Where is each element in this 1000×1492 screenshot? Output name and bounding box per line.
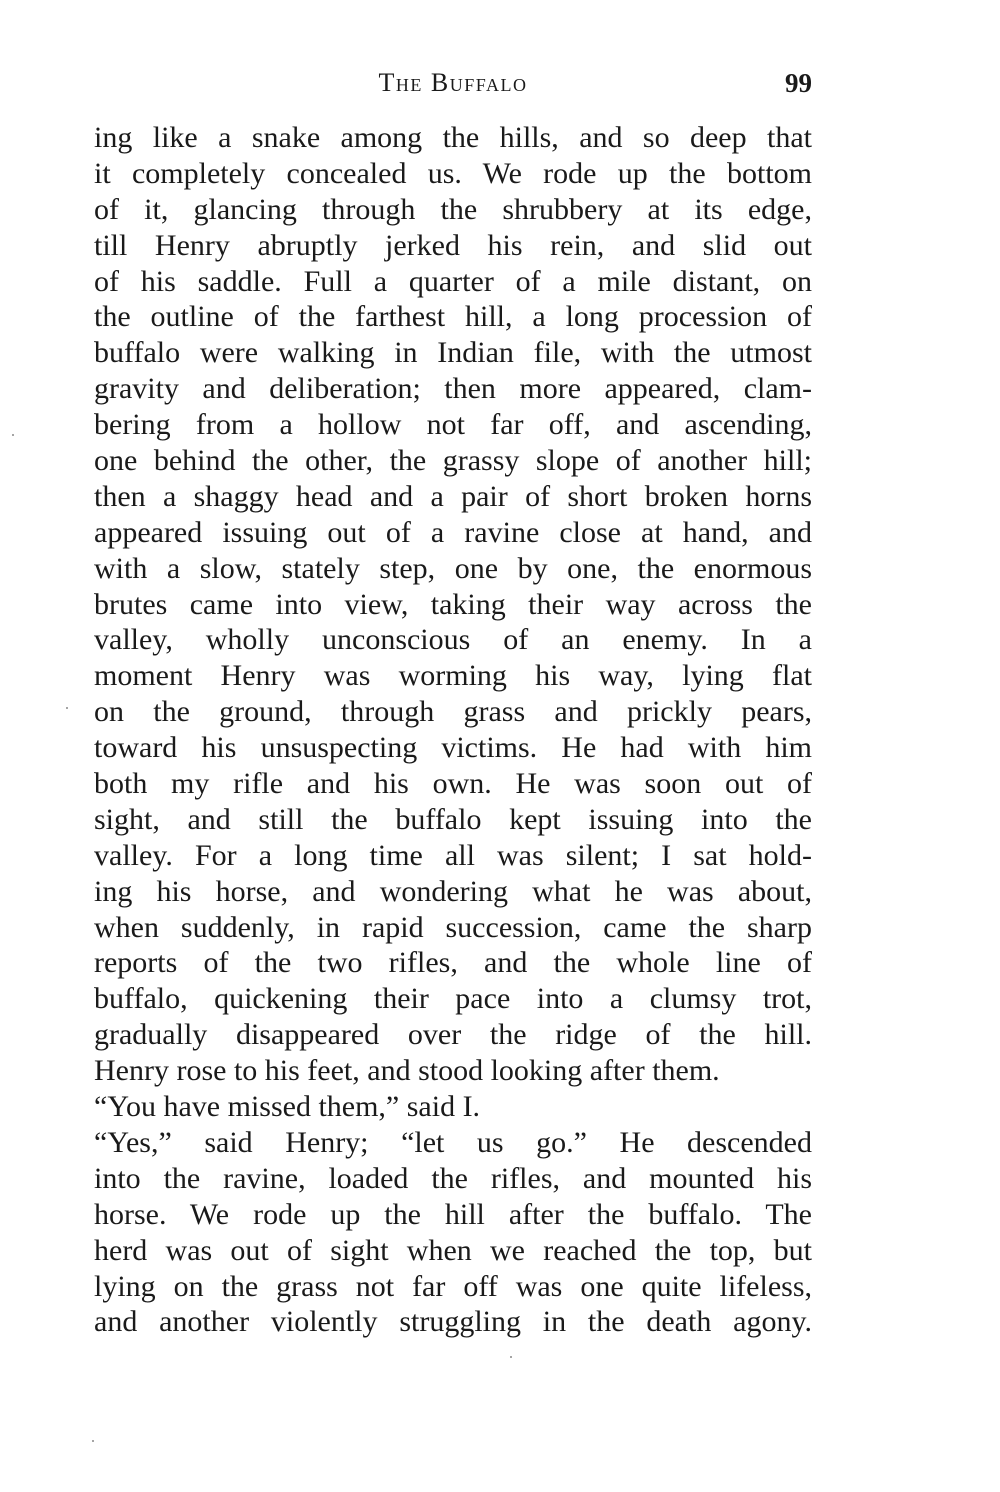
paragraph-line-dialogue: “You have missed them,” said I. xyxy=(94,1090,481,1124)
text-line: till Henry abruptly jerked his rein, and slid out xyxy=(94,228,812,262)
text-line: bering from a hollow not far off, and ascending, xyxy=(94,408,812,442)
text-line: on the ground, through grass and prickly pears, xyxy=(94,695,812,729)
running-head: The Buffalo xyxy=(378,68,528,97)
page-header xyxy=(94,68,812,108)
text-line: the outline of the farthest hill, a long procession of xyxy=(94,300,812,334)
text-line: valley. For a long time all was silent; I sat hold- xyxy=(94,838,812,872)
speck xyxy=(510,1356,512,1358)
paragraph-end-line: Henry rose to his feet, and stood looking after them. xyxy=(94,1054,720,1088)
text-line: when suddenly, in rapid succession, came the sharp xyxy=(94,910,812,944)
text-line: reports of the two rifles, and the whole line of xyxy=(94,946,812,980)
text-line: ing like a snake among the hills, and so deep that xyxy=(94,121,812,154)
text-line: valley, wholly unconscious of an enemy. In a xyxy=(94,623,812,657)
text-line: buffalo, quickening their pace into a clumsy trot, xyxy=(94,982,812,1016)
speck xyxy=(12,434,14,436)
text-line: of his saddle. Full a quarter of a mile distant, on xyxy=(94,264,812,298)
text-line: brutes came into view, taking their way across the xyxy=(94,587,812,621)
text-line: then a shaggy head and a pair of short broken horns xyxy=(94,479,812,513)
text-line: of it, glancing through the shrubbery at its edge, xyxy=(94,192,812,226)
text-line: gravity and deliberation; then more appeared, clam- xyxy=(94,372,812,406)
text-line: appeared issuing out of a ravine close at hand, and xyxy=(94,515,812,549)
text-line: horse. We rode up the hill after the buffalo. The xyxy=(94,1197,812,1231)
text-line: it completely concealed us. We rode up the bottom xyxy=(94,156,812,190)
text-line: sight, and still the buffalo kept issuing into the xyxy=(94,802,812,836)
speck xyxy=(92,1440,94,1442)
text-line: moment Henry was worming his way, lying flat xyxy=(94,659,812,693)
text-line: herd was out of sight when we reached the top, but xyxy=(94,1233,812,1267)
text-line: and another violently struggling in the death agony. xyxy=(94,1305,812,1339)
text-line: “Yes,” said Henry; “let us go.” He descended xyxy=(94,1125,812,1159)
text-line: lying on the grass not far off was one quite lifeless, xyxy=(94,1269,812,1303)
speck xyxy=(66,707,68,709)
text-line: one behind the other, the grassy slope of another hill; xyxy=(94,444,812,478)
text-line: buffalo were walking in Indian file, with the utmost xyxy=(94,336,812,370)
text-line: ing his horse, and wondering what he was about, xyxy=(94,874,812,908)
body-text xyxy=(94,120,812,1340)
text-line: with a slow, stately step, one by one, the enormous xyxy=(94,551,812,585)
text-line: gradually disappeared over the ridge of the hill. xyxy=(94,1018,812,1052)
text-line: toward his unsuspecting victims. He had with him xyxy=(94,731,812,765)
page-number: 99 xyxy=(785,68,812,98)
text-line: into the ravine, loaded the rifles, and mounted his xyxy=(94,1161,812,1195)
text-line: both my rifle and his own. He was soon out of xyxy=(94,767,812,801)
